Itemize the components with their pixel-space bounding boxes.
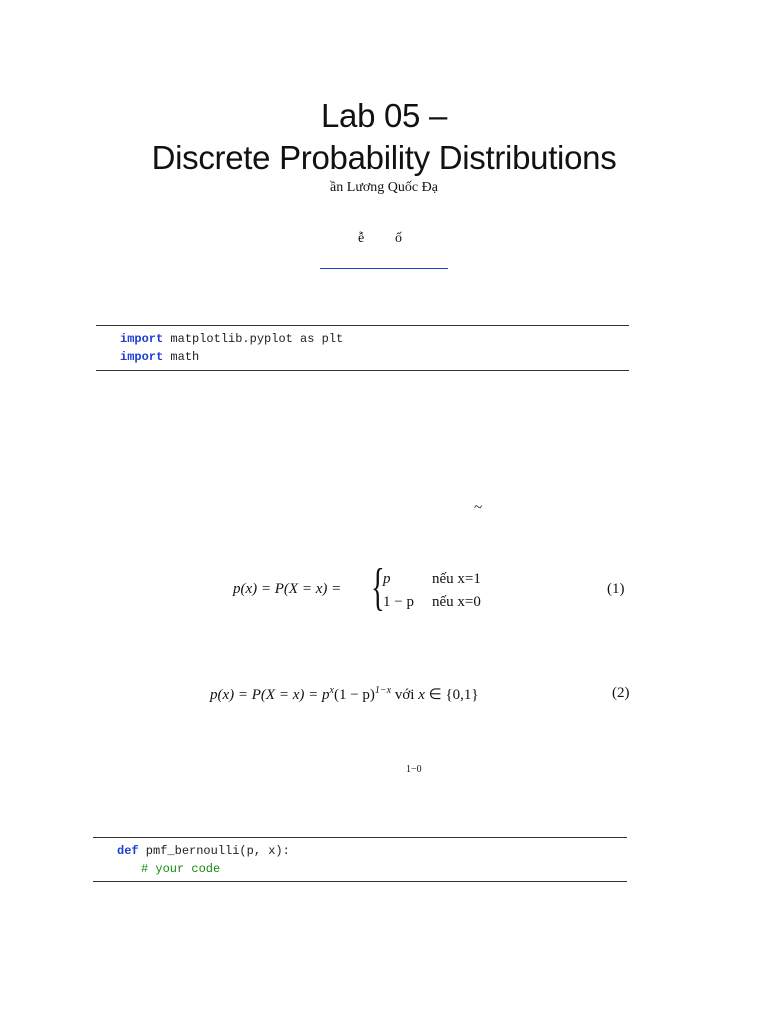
equation-2-word: với bbox=[391, 687, 419, 703]
code-block-1-top-rule bbox=[96, 325, 629, 326]
equation-2-lhs: p(x) = P(X = x) = p bbox=[210, 687, 330, 703]
author-name: ần Lương Quốc Đạ bbox=[330, 180, 438, 195]
cases-brace: { bbox=[371, 559, 385, 616]
equation-1-lhs: p(x) = P(X = x) = bbox=[233, 581, 342, 597]
code-block-2-top-rule bbox=[93, 837, 627, 838]
code-line-1 bbox=[120, 330, 343, 348]
equation-2-exponent-1: x bbox=[329, 685, 334, 696]
code-line-1 bbox=[117, 842, 290, 860]
code-text: pmf_bernoulli(p, x): bbox=[138, 844, 290, 858]
tilde-symbol: ~ bbox=[474, 500, 483, 516]
title-line-2: Discrete Probability Distributions bbox=[151, 139, 617, 176]
equation-2-set: ∈ {0,1} bbox=[424, 687, 479, 703]
code-block-2-bottom-rule bbox=[93, 881, 627, 882]
code-block-2 bbox=[117, 842, 290, 878]
equation-2-middle: (1 − p) bbox=[333, 687, 375, 703]
code-text: math bbox=[163, 350, 200, 364]
code-text: matplotlib.pyplot as plt bbox=[163, 332, 344, 346]
code-block-1-bottom-rule bbox=[96, 370, 629, 371]
equation-1-case-2-value: 1 − p bbox=[383, 594, 414, 610]
equation-2 bbox=[210, 685, 479, 704]
equation-2-number: (2) bbox=[612, 685, 630, 701]
equation-1-number: (1) bbox=[607, 581, 625, 597]
equation-2-variable: x bbox=[418, 687, 425, 703]
code-line-2 bbox=[117, 860, 290, 878]
equation-2-exponent-2: 1−x bbox=[374, 685, 392, 696]
institution-fragment-1: ễ bbox=[358, 231, 365, 246]
title-line-1: Lab 05 – bbox=[320, 97, 448, 134]
keyword-def: def bbox=[117, 844, 139, 858]
keyword-import: import bbox=[120, 350, 164, 364]
code-block-1 bbox=[120, 330, 343, 366]
institution-fragment-2: ố bbox=[395, 231, 402, 246]
keyword-import: import bbox=[120, 332, 164, 346]
code-comment: # your code bbox=[141, 862, 221, 876]
equation-1-case-1-value: p bbox=[383, 571, 391, 587]
equation-1-case-1-condition: nếu x=1 bbox=[432, 571, 481, 587]
equation-1-case-2-condition: nếu x=0 bbox=[432, 594, 481, 610]
email-link-underline[interactable] bbox=[320, 268, 448, 269]
code-line-2 bbox=[120, 348, 343, 366]
small-fraction-text: 1−0 bbox=[406, 764, 422, 775]
